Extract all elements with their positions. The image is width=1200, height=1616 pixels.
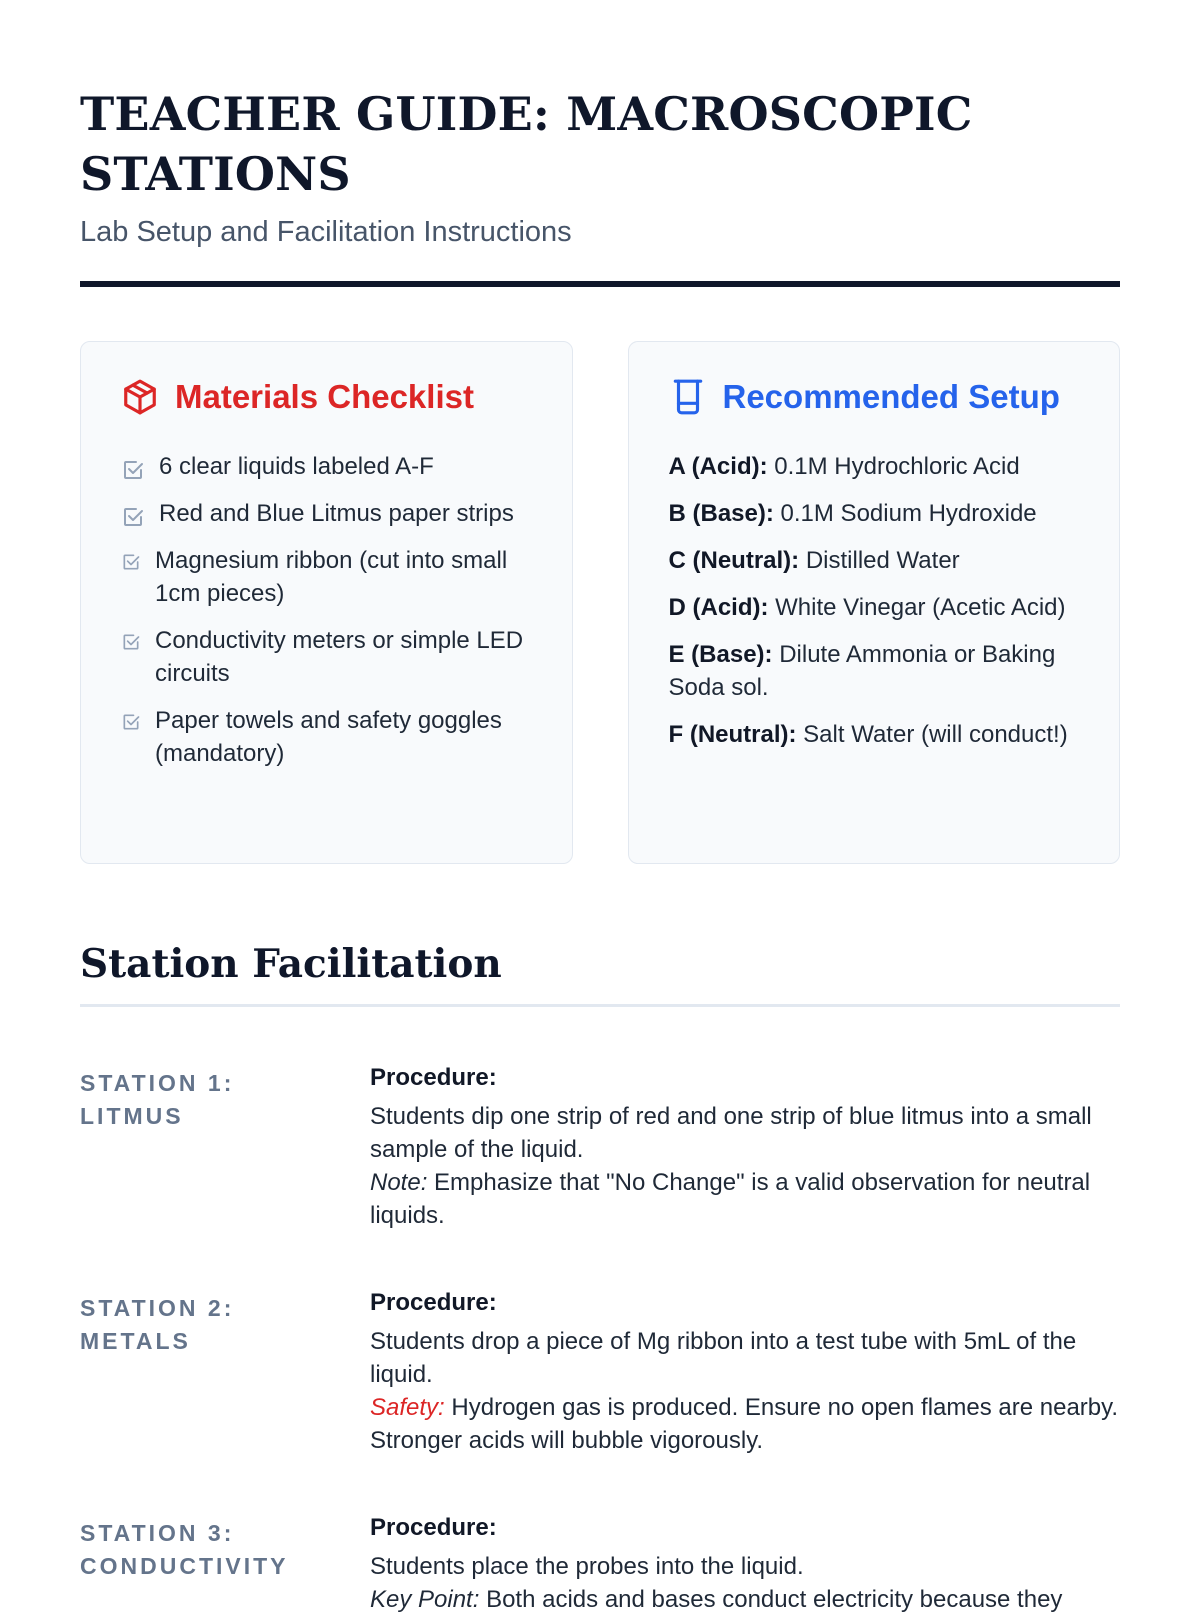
list-item (121, 450, 532, 483)
station-name: METALS (80, 1328, 191, 1354)
setup-card (628, 341, 1121, 864)
station-row (80, 1061, 1120, 1232)
materials-item-text: Red and Blue Litmus paper strips (159, 500, 514, 527)
list-item (669, 544, 1080, 577)
materials-title: Materials Checklist (175, 378, 474, 415)
section-divider (80, 1004, 1120, 1007)
station-name: CONDUCTIVITY (80, 1553, 289, 1579)
setup-item-value: Dilute Ammonia or Baking Soda sol. (668, 641, 1056, 701)
box-icon (121, 378, 159, 416)
station-body (370, 1511, 1120, 1616)
materials-card (80, 341, 573, 864)
header-divider (80, 281, 1120, 287)
materials-item-text: 6 clear liquids labeled A-F (159, 453, 434, 480)
station-body (370, 1061, 1120, 1232)
list-item (669, 638, 1080, 704)
station-number: STATION 1: (80, 1070, 235, 1096)
checkbox-checked-icon (121, 505, 145, 529)
setup-item-value: Salt Water (will conduct!) (803, 721, 1068, 748)
procedure-label: Procedure: (370, 1064, 497, 1091)
station-safety (370, 1391, 1120, 1457)
page-title: TEACHER GUIDE: MACROSCOPIC STATIONS (80, 87, 973, 201)
materials-item-text: Conductivity meters or simple LED circuits (155, 627, 524, 687)
info-cards (80, 341, 1120, 864)
materials-item-text: Magnesium ribbon (cut into small 1cm pieces) (155, 547, 508, 607)
procedure-label: Procedure: (370, 1514, 497, 1541)
list-item (669, 718, 1080, 751)
setup-item-value: White Vinegar (Acetic Acid) (775, 594, 1066, 621)
setup-item-label: E (Base): (668, 641, 773, 668)
list-item (669, 450, 1080, 483)
station-list (80, 1061, 1120, 1616)
station-row (80, 1286, 1120, 1457)
procedure-text: Students place the probes into the liquid. (370, 1553, 804, 1580)
beaker-icon (669, 378, 707, 416)
setup-item-label: A (Acid): (668, 453, 768, 480)
materials-item-text: Paper towels and safety goggles (mandatory) (155, 707, 502, 767)
list-item (669, 591, 1080, 624)
station-number: STATION 2: (80, 1295, 235, 1321)
page-subtitle: Lab Setup and Facilitation Instructions (80, 216, 572, 248)
station-note (370, 1166, 1120, 1232)
materials-card-header (121, 378, 532, 416)
setup-item-label: D (Acid): (668, 594, 769, 621)
setup-list (669, 450, 1080, 751)
list-item (121, 624, 532, 690)
checkbox-checked-icon (121, 632, 141, 652)
list-item (121, 704, 532, 770)
setup-item-value: Distilled Water (805, 547, 960, 574)
station-label (80, 1292, 370, 1457)
checkbox-checked-icon (121, 712, 141, 732)
materials-list (121, 450, 532, 770)
station-body (370, 1286, 1120, 1457)
setup-card-header (669, 378, 1080, 416)
checkbox-checked-icon (121, 458, 145, 482)
procedure-text: Students dip one strip of red and one strip of blue litmus into a small sample of the liquid. (370, 1103, 1092, 1163)
station-label (80, 1517, 370, 1616)
safety-label: Safety: (370, 1394, 445, 1421)
station-label (80, 1067, 370, 1232)
setup-item-value: 0.1M Sodium Hydroxide (780, 500, 1037, 527)
list-item (669, 497, 1080, 530)
setup-title: Recommended Setup (722, 378, 1060, 415)
setup-item-value: 0.1M Hydrochloric Acid (774, 453, 1020, 480)
procedure-label: Procedure: (370, 1289, 497, 1316)
station-number: STATION 3: (80, 1520, 235, 1546)
station-name: LITMUS (80, 1103, 184, 1129)
section-title: Station Facilitation (80, 941, 502, 987)
note-label: Key Point: (370, 1586, 480, 1613)
note-text: Emphasize that "No Change" is a valid observation for neutral liquids. (370, 1169, 1091, 1229)
setup-item-label: B (Base): (668, 500, 774, 527)
setup-item-label: C (Neutral): (668, 547, 800, 574)
checkbox-checked-icon (121, 552, 141, 572)
setup-item-label: F (Neutral): (668, 721, 797, 748)
safety-text: Hydrogen gas is produced. Ensure no open flames are nearby. Stronger acids will bubble vigorously. (370, 1394, 1119, 1454)
list-item (121, 497, 532, 530)
note-label: Note: (370, 1169, 428, 1196)
list-item (121, 544, 532, 610)
note-text: Both acids and bases conduct electricity because they (486, 1586, 1063, 1613)
procedure-text: Students drop a piece of Mg ribbon into a test tube with 5mL of the liquid. (370, 1328, 1077, 1388)
station-row (80, 1511, 1120, 1616)
